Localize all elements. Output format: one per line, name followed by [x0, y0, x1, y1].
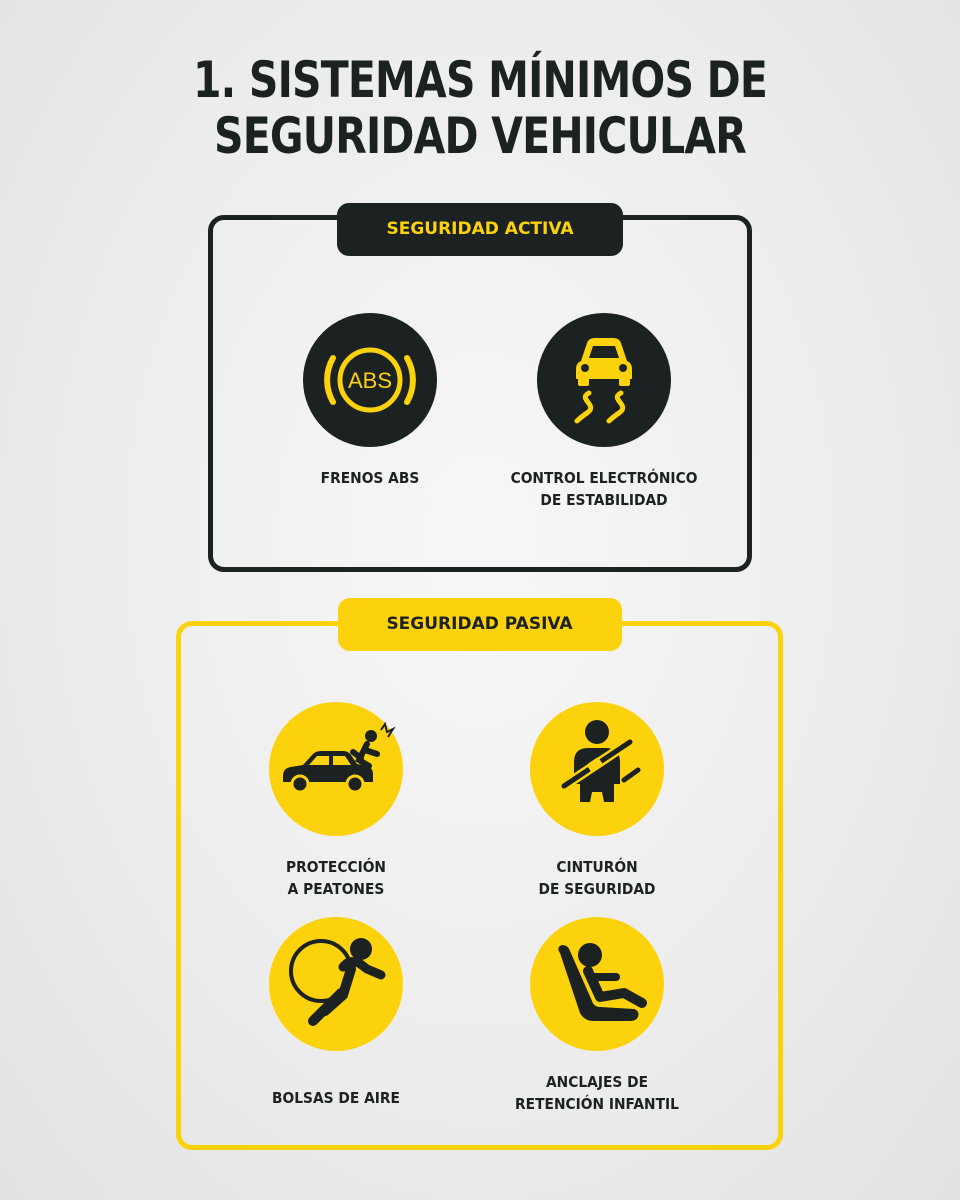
feature-label	[226, 856, 447, 900]
feature-label	[494, 467, 715, 511]
feature-label	[226, 1087, 447, 1109]
feature-label	[487, 1071, 708, 1115]
feature-label-line: DE ESTABILIDAD	[540, 491, 668, 509]
passive-safety-section	[176, 614, 783, 1150]
page-title-line-1: 1. SISTEMAS MÍNIMOS DE	[192, 51, 768, 109]
page-title-line-2: SEGURIDAD VEHICULAR	[214, 107, 746, 165]
feature-label-line: BOLSAS DE AIRE	[272, 1089, 400, 1107]
abs-icon-text: ABS	[347, 368, 393, 393]
active-safety-section	[208, 215, 752, 572]
feature-airbags	[216, 917, 456, 1109]
feature-label-line: CINTURÓN	[556, 858, 638, 876]
feature-label	[487, 856, 708, 900]
feature-seatbelt	[477, 702, 717, 900]
feature-label-line: ANCLAJES DE	[545, 1073, 649, 1091]
pedestrian-impact-icon	[269, 702, 403, 836]
page-title	[86, 52, 873, 164]
feature-label-line: RETENCIÓN INFANTIL	[515, 1095, 679, 1113]
feature-label-line: A PEATONES	[287, 880, 385, 898]
child-seat-icon	[530, 917, 664, 1051]
skidding-car-icon	[537, 313, 671, 447]
active-safety-heading: SEGURIDAD ACTIVA	[337, 203, 623, 256]
feature-label-line: PROTECCIÓN	[286, 858, 386, 876]
feature-stability-control	[484, 313, 724, 511]
airbag-icon	[269, 917, 403, 1051]
feature-label-line: FRENOS ABS	[320, 469, 420, 487]
feature-label-line: CONTROL ELECTRÓNICO	[510, 469, 698, 487]
feature-abs-brakes	[250, 313, 490, 489]
feature-label	[260, 467, 481, 489]
feature-pedestrian-protection	[216, 702, 456, 900]
abs-warning-icon	[303, 313, 437, 447]
passive-safety-heading: SEGURIDAD PASIVA	[338, 598, 622, 651]
seatbelt-icon	[530, 702, 664, 836]
feature-child-anchors	[477, 917, 717, 1115]
feature-label-line: DE SEGURIDAD	[538, 880, 656, 898]
